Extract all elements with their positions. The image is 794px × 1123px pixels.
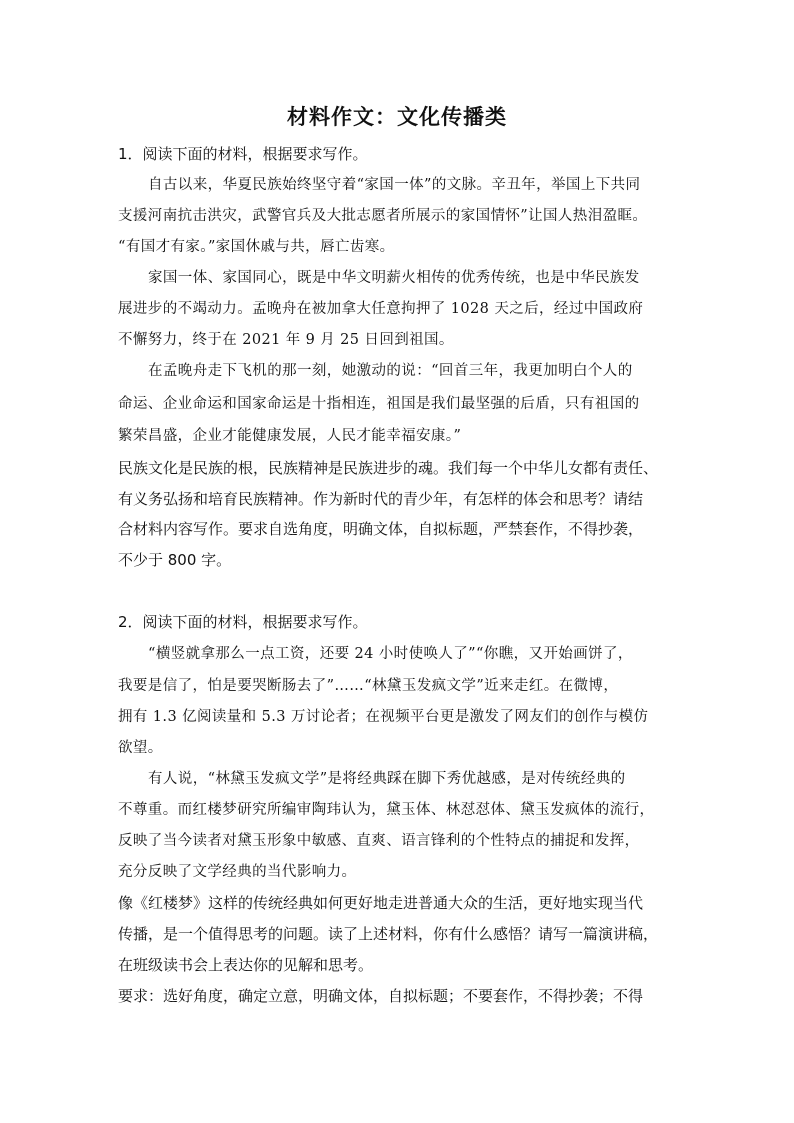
q1-material-line: 展进步的不竭动力。孟晚舟在被加拿大任意拘押了 1028 天之后，经过中国政府 xyxy=(118,301,644,317)
q2-material-line: 拥有 1.3 亿阅读量和 5.3 万讨论者；在视频平台更是激发了网友们的创作与模仿 xyxy=(118,709,649,725)
q2-heading: 2．阅读下面的材料，根据要求写作。 xyxy=(118,613,368,631)
q2-prompt-line: 在班级读书会上表达你的见解和思考。 xyxy=(118,956,374,974)
q1-prompt-line: 有义务弘扬和培育民族精神。作为新时代的青少年，有怎样的体会和思考？请结 xyxy=(118,490,644,508)
q1-prompt-line: 不少于 800 字。 xyxy=(118,551,232,569)
q2-material-line: 不尊重。而红楼梦研究所编审陶玮认为，黛玉体、林怼怼体、黛玉发疯体的流行， xyxy=(118,802,655,818)
q1-material-line: 繁荣昌盛，企业才能健康发展，人民才能幸福安康。” xyxy=(118,428,462,444)
q1-material-line: 家国一体、家国同心，既是中华文明薪火相传的优秀传统，也是中华民族发 xyxy=(148,270,640,286)
q1-prompt-line: 民族文化是民族的根，民族精神是民族进步的魂。我们每一个中华儿女都有责任、 xyxy=(118,459,659,477)
q1-material-line: 不懈努力，终于在 2021 年 9 月 25 日回到祖国。 xyxy=(118,332,454,348)
q1-material-line: 在孟晚舟走下飞机的那一刻，她激动的说：“回首三年，我更加明白个人的 xyxy=(148,363,633,379)
q1-heading: 1．阅读下面的材料，根据要求写作。 xyxy=(118,145,368,163)
q2-prompt-line: 像《红楼梦》这样的传统经典如何更好地走进普通大众的生活，更好地实现当代 xyxy=(118,894,644,912)
q1-prompt-line: 合材料内容写作。要求自选角度，明确文体，自拟标题，严禁套作，不得抄袭， xyxy=(118,520,644,538)
q1-material-line: 自古以来，华夏民族始终坚守着“家国一体”的文脉。辛丑年，举国上下共同 xyxy=(148,177,641,193)
q1-material-line: 支援河南抗击洪灾，武警官兵及大批志愿者所展示的家国情怀”让国人热泪盈眶。 xyxy=(118,208,648,224)
q2-material-line: 充分反映了文学经典的当代影响力。 xyxy=(118,864,357,880)
q1-material-line: “有国才有家。”家国休戚与共，唇亡齿寒。 xyxy=(118,239,395,255)
q2-prompt-line: 要求：选好角度，确定立意，明确文体，自拟标题；不要套作，不得抄袭；不得 xyxy=(118,987,644,1005)
q2-material-line: “横竖就拿那么一点工资，还要 24 小时使唤人了”“你瞧，又开始画饼了， xyxy=(148,646,633,662)
q2-material-line: 有人说，“林黛玉发疯文学”是将经典踩在脚下秀优越感，是对传统经典的 xyxy=(148,771,626,787)
q2-material-line: 我要是信了，怕是要哭断肠去了”……“林黛玉发疯文学”近来走红。在微博， xyxy=(118,678,619,694)
q1-material-line: 命运、企业命运和国家命运是十指相连，祖国是我们最坚强的后盾，只有祖国的 xyxy=(118,396,640,412)
q2-material-line: 欲望。 xyxy=(118,740,163,756)
q2-prompt-line: 传播，是一个值得思考的问题。读了上述材料，你有什么感悟？请写一篇演讲稿， xyxy=(118,925,659,943)
q2-material-line: 反映了当今读者对黛玉形象中敏感、直爽、语言锋利的个性特点的捕捉和发挥， xyxy=(118,833,640,849)
document-title: 材料作文：文化传播类 xyxy=(287,104,507,129)
